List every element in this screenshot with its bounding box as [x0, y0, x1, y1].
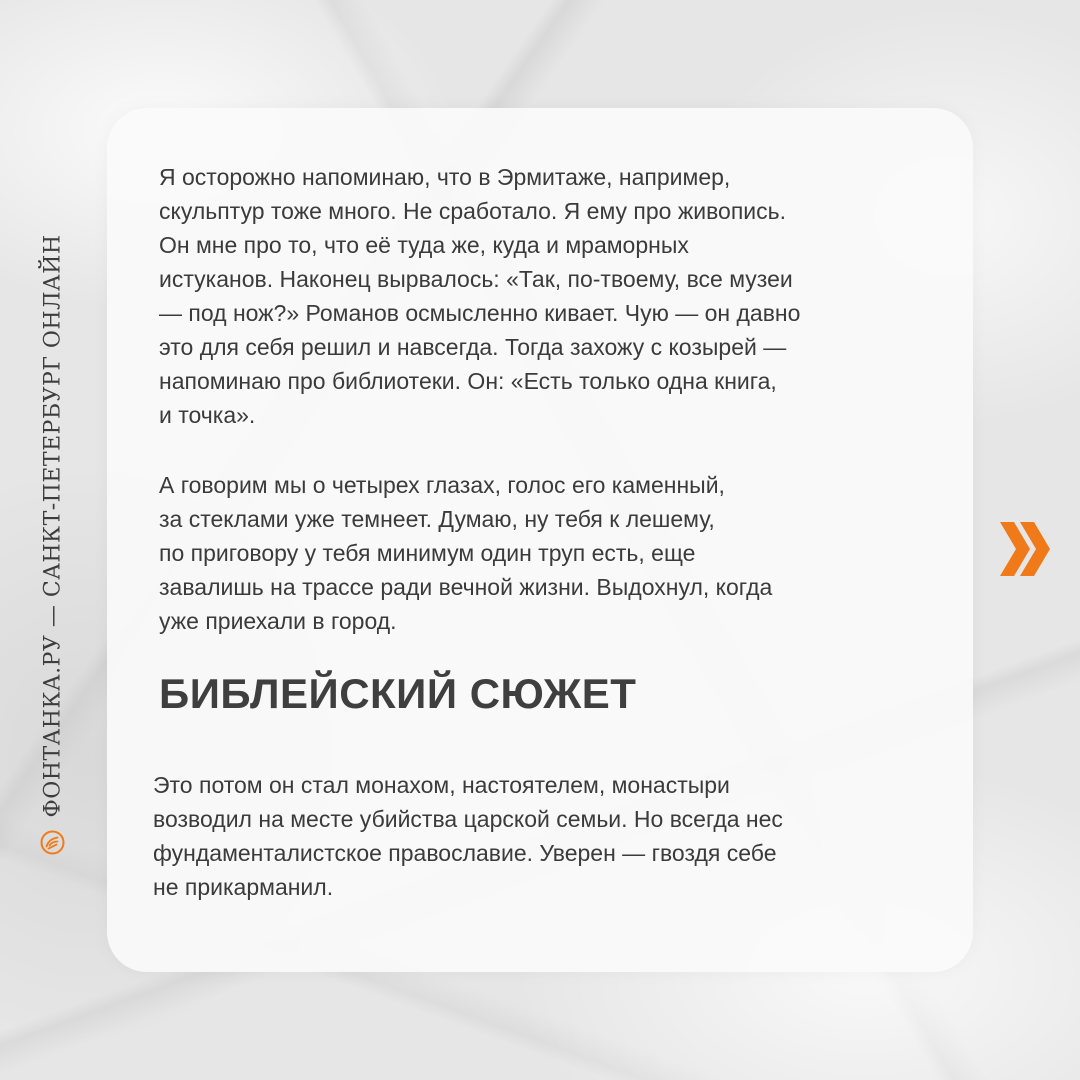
double-chevron-right-icon — [996, 518, 1056, 580]
article-paragraph-1: Я осторожно напоминаю, что в Эрмитаже, например, скульптур тоже много. Не сработало. Я ему про живопись. Он мне про то, что её туда же, куда и мраморных истуканов. Наконец вырвалось: «Так, по-твоему, все музеи — под нож?» Романов осмысленно кивает. Чую — он давно это для себя решил и навсегда. Тогда захожу с козырей — напоминаю про библиотеки. Он: «Есть только одна книга, и точка». — [159, 164, 801, 428]
article-paragraph-3: Это потом он стал монахом, настоятелем, монастыри возводил на месте убийства царской семьи. Но всегда нес фундаменталистское православие. Уверен — гвоздя себе не прикарманил. — [153, 772, 783, 900]
article-card — [107, 108, 973, 972]
brand-caption-text: ФОНТАНКА.РУ — САНКТ-ПЕТЕРБУРГ ОНЛАЙН — [39, 234, 65, 818]
brand-caption — [22, 234, 82, 850]
next-slide-button[interactable] — [996, 518, 1056, 580]
section-heading: БИБЛЕЙСКИЙ СЮЖЕТ — [159, 670, 637, 717]
fontanka-logo-icon — [39, 830, 65, 856]
article-paragraph-2: А говорим мы о четырех глазах, голос его каменный, за стеклами уже темнеет. Думаю, ну тебя к лешему, по приговору у тебя минимум один труп есть, еще завалишь на трассе ради вечной жизни. Выдохнул, когда уже приехали в город. — [159, 472, 773, 634]
